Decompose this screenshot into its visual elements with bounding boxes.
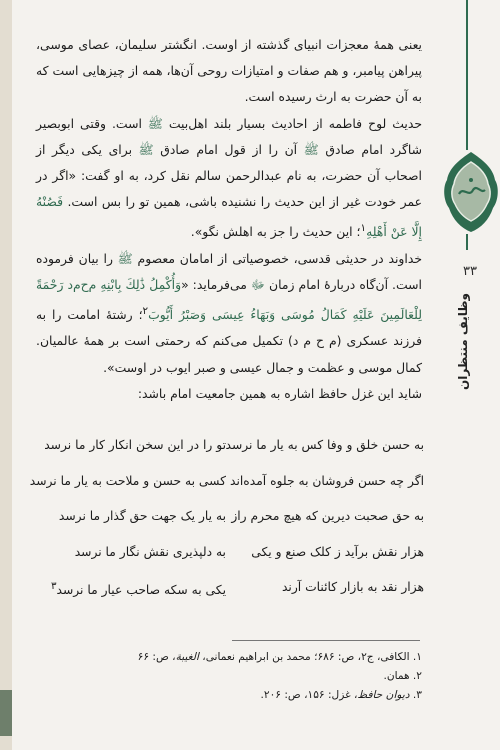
footnote-ref: ۱ [360,222,367,235]
footnote-text: ۲. همان. [383,670,422,683]
paragraph-text: آن را از قول امام صادق [153,141,304,157]
hemistich-left: به دلپذیری نقش نگار ما نرسد [74,544,226,559]
footnote-text: ۱. الکافی، ج۲، ص: ۶۸۶؛ محمد بن ابراهیم نعمانی، [198,651,422,663]
honorific: ﷺ [138,141,154,157]
paragraph-text: را بیان فرموده است. آن‌گاه دربارهٔ امام زمان [36,250,422,292]
poem-couplet [30,509,424,545]
hemistich-text: یکی به سکه صاحب عیار ما نرسد [56,583,226,598]
margin-column [440,0,500,750]
footnotes [36,648,422,706]
paragraph-text: است. وقتی ابوبصیر شاگرد امام صادق [36,115,423,157]
ornament-line [466,234,468,250]
honorific: ﷻ [250,276,265,292]
paragraph-2 [36,111,422,246]
hemistich-right: هزار نقد به بازار کائنات آرند [281,580,424,594]
paragraph-text: برای یکی دیگر از اصحاب آن حضرت، به نام عبدالرحمن سالم نقل کرد، به او گفت: «اگر در عمر خودت غیر از این حدیث را نشنیده باشی، همین تو را بس است. [36,141,422,210]
body-text [36,32,422,407]
quoted-arabic: وَأُكْمِلُ ذَٰلِكَ بِابْنِهِ م‌ح‌م‌د رَحْمَةً لِلْعَالَمِينَ عَلَيْهِ كَمَالُ مُوسَى وَبَهَاءُ عِيسَى وَصَبْرُ أَيُّوبَ [36,276,422,323]
footnote-divider [232,640,420,641]
hemistich-right: به حق صحبت دیرین که هیچ محرم راز [231,509,424,523]
paragraph-text: خداوند در حدیثی قدسی، خصوصیاتی از امامان معصوم [132,250,422,266]
poem-couplet [30,580,424,616]
paragraph-text: حدیث لوح فاطمه از احادیث بسیار بلند اهل‌بیت [162,115,423,131]
poem-couplet [30,474,424,510]
paragraph-text: ؛ این حدیث را جز به اهلش نگو». [190,224,361,240]
edge-mark [0,690,12,736]
book-title: دیوان حافظ [357,689,410,702]
footnote-ref: ۳ [50,580,57,592]
hemistich-right: هزار نقش برآید ز کلک صنع و یکی [251,544,424,559]
footnote-3 [36,686,422,705]
honorific: ﷺ [303,141,319,157]
hemistich-right: به حسن خلق و وفا کس به یار ما نرسد [225,438,424,452]
page-number: ۳۳ [463,264,477,279]
paragraph-text: یعنی همهٔ معجزات انبیای گذشته از اوست. انگشتر سلیمان، عصای موسی، پیراهن پیامبر، و هم صفات و امتیازات روحی آن‌ها، همه از چیزهایی است که به آن حضرت به ارث رسیده است. [36,37,422,105]
hemistich-left: به یار یک جهت حق گذار ما نرسد [58,509,226,523]
footnote-2 [36,667,422,686]
footnote-text: ۳. [409,689,422,702]
paragraph-1 [36,32,422,111]
footnote-text: ، غزل: ۱۵۶، ص: ۲۰۶. [260,689,358,702]
honorific: ﷺ [147,115,163,131]
paragraph-3 [36,246,422,381]
footnote-1 [36,648,422,667]
paragraph-4 [36,381,422,407]
footnote-ref: ۲ [142,305,149,318]
footnote-text: ، ص: ۶۶ [137,651,176,663]
poem-couplet [30,545,424,581]
paragraph-text: می‌فرماید: « [181,276,251,292]
running-head: وظایف منتظران [456,293,470,390]
poem-couplet [30,438,424,474]
paragraph-text: ؛ رشتهٔ امامت را به فرزند عسکری (م ح م د) تکمیل می‌کنم که رحمتی است بر همهٔ عالمیان. کمال موسی و عظمت و جمال عیسی و صبر ایوب در اوست». [36,307,422,375]
hemistich-right: اگر چه حسن فروشان به جلوه آمده‌اند [230,473,424,488]
book-title: الغیبة [175,651,199,663]
honorific: ﷺ [117,250,133,266]
emblem-ornament-icon [443,150,499,234]
page-edge [0,0,12,750]
poem [30,438,424,616]
quoted-arabic: فَصُنْهُ إِلَّا عَنْ أَهْلِهِ [36,194,422,240]
ornament-line [466,0,468,150]
hemistich-left: کسی به حسن و ملاحت به یار ما نرسد [29,473,226,488]
paragraph-text: شاید این غزل حافظ اشاره به همین جامعیت امام باشد: [137,385,422,401]
hemistich-left: تو را در این سخن انکار کار ما نرسد [44,438,226,452]
hemistich-left [30,580,226,597]
